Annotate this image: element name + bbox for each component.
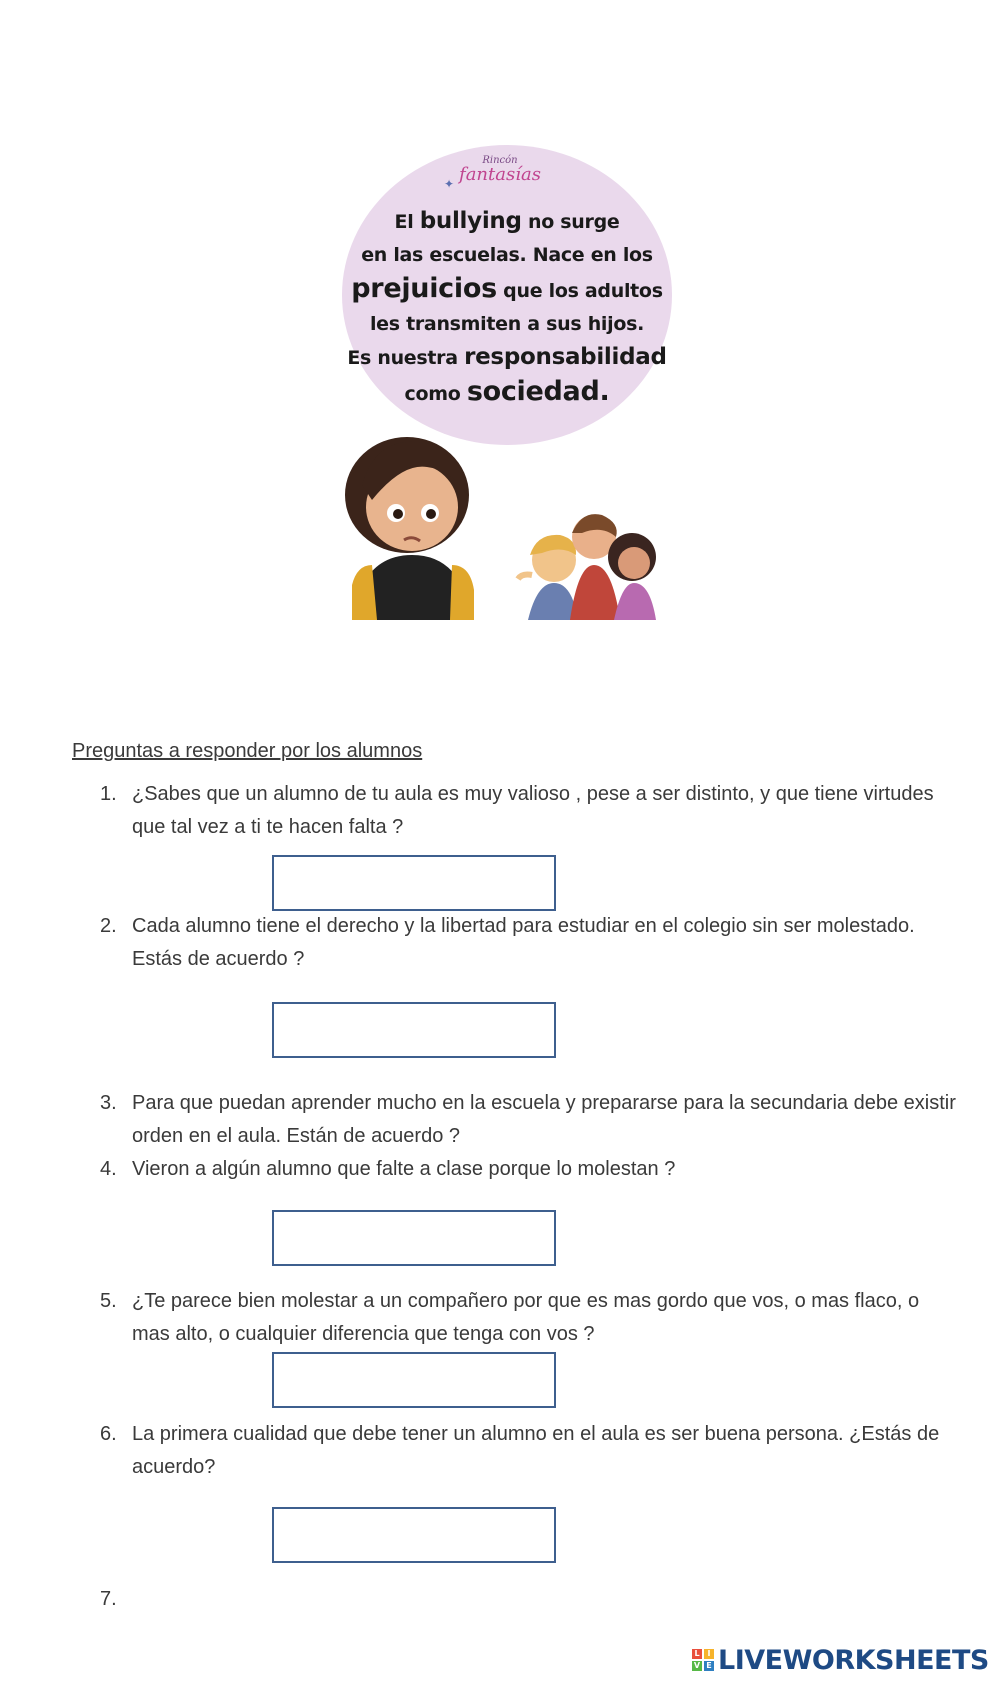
quote-fragment: sociedad. [466, 376, 610, 407]
quote-line [340, 205, 674, 239]
quote-fragment: Es nuestra [347, 347, 465, 369]
question-text: ¿Sabes que un alumno de tu aula es muy valioso , pese a ser distinto, y que tiene virtudes que tal vez a ti te hacen falta ? [132, 783, 934, 838]
poster-quote [340, 205, 674, 411]
question-1 [100, 778, 960, 844]
question-number: 7. [100, 1588, 117, 1610]
question-number: 1. [100, 783, 117, 805]
question-text: Cada alumno tiene el derecho y la libertad para estudiar en el colegio sin ser molestado. Estás de acuerdo ? [132, 915, 915, 970]
logo-letter: I [704, 1649, 714, 1659]
logo-mark [692, 1649, 714, 1671]
quote-line [340, 375, 674, 411]
brand-name: fantasías [459, 164, 541, 185]
logo-text: LIVEWORKSHEETS [718, 1644, 989, 1676]
answer-box-3[interactable] [272, 1210, 556, 1266]
logo-letter: V [693, 1661, 701, 1670]
quote-fragment: que los adultos [496, 280, 663, 302]
answer-box-4[interactable] [272, 1352, 556, 1408]
question-number: 2. [100, 915, 117, 937]
quote-fragment: El [394, 211, 420, 233]
answer-box-1[interactable] [272, 855, 556, 911]
question-text: Vieron a algún alumno que falte a clase porque lo molestan ? [132, 1158, 676, 1180]
logo-letter: L [692, 1649, 702, 1659]
quote-line [340, 239, 674, 272]
quote-fragment: como [404, 383, 467, 405]
question-2 [100, 910, 960, 976]
unicorn-icon: ✦ [444, 177, 455, 191]
quote-line [340, 272, 674, 308]
question-text: La primera cualidad que debe tener un alumno en el aula es ser buena persona. ¿Estás de acuerdo? [132, 1423, 940, 1478]
brand-logo [440, 155, 560, 195]
quote-fragment: no surge [521, 211, 620, 233]
question-3 [100, 1087, 960, 1153]
quote-fragment: les transmiten a sus hijos. [369, 313, 645, 335]
question-number: 6. [100, 1423, 117, 1445]
quote-fragment: prejuicios [351, 273, 497, 304]
quote-line [340, 308, 674, 341]
quote-line [340, 341, 674, 375]
question-number: 5. [100, 1290, 117, 1312]
quote-fragment: bullying [419, 208, 522, 234]
question-number: 4. [100, 1158, 117, 1180]
logo-letter: E [704, 1661, 714, 1671]
question-number: 3. [100, 1092, 117, 1114]
question-text: Para que puedan aprender mucho en la escuela y prepararse para la secundaria debe existir orden en el aula. Están de acuerdo ? [132, 1092, 956, 1147]
bullying-poster [332, 145, 682, 620]
brand-small-text: Rincón [482, 155, 518, 166]
question-4 [100, 1153, 960, 1186]
question-text: ¿Te parece bien molestar a un compañero por que es mas gordo que vos, o mas flaco, o mas alto, o cualquier diferencia que tenga con vos ? [132, 1290, 920, 1345]
liveworksheets-logo [692, 1645, 989, 1675]
question-6 [100, 1418, 960, 1484]
question-5 [100, 1285, 960, 1351]
quote-fragment: en las escuelas. Nace en los [361, 244, 653, 266]
quote-fragment: responsabilidad [464, 344, 667, 370]
worksheet-heading: Preguntas a responder por los alumnos [72, 740, 423, 762]
answer-box-2[interactable] [272, 1002, 556, 1058]
answer-box-5[interactable] [272, 1507, 556, 1563]
children-illustration [332, 415, 682, 620]
